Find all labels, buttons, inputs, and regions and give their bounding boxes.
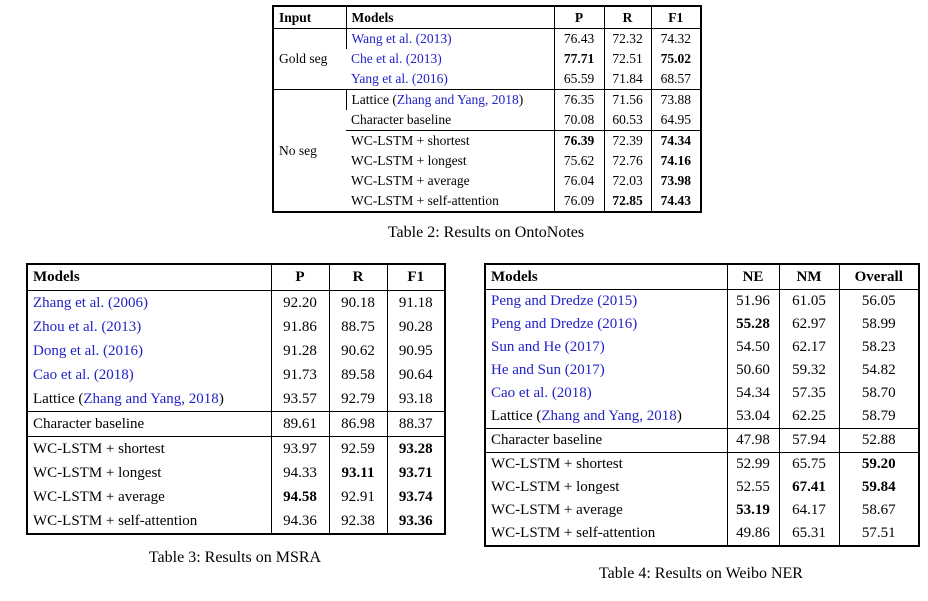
value-cell: 93.18 (387, 387, 445, 412)
value-cell: 90.18 (329, 291, 387, 316)
value-cell: 90.95 (387, 339, 445, 363)
value-cell: 60.53 (604, 110, 651, 131)
column-header-ne: NE (727, 264, 779, 290)
value-cell: 55.28 (727, 313, 779, 336)
value-cell: 74.32 (651, 29, 701, 50)
model-cell (346, 171, 554, 191)
model-cell (485, 453, 727, 477)
value-cell: 72.51 (604, 49, 651, 69)
value-cell: 76.09 (554, 191, 604, 212)
column-header-r: R (604, 6, 651, 29)
model-cell (485, 359, 727, 382)
model-text: WC-LSTM + longest (33, 464, 162, 481)
table-row (27, 461, 445, 485)
model-cell (485, 405, 727, 429)
model-text: WC-LSTM + shortest (33, 440, 165, 457)
table-row (27, 315, 445, 339)
model-text: Character baseline (351, 112, 452, 127)
table-row (27, 509, 445, 534)
model-text: ) (676, 408, 682, 424)
model-cell (346, 151, 554, 171)
model-cell (27, 437, 271, 462)
model-text: WC-LSTM + average (33, 488, 165, 505)
value-cell: 92.91 (329, 485, 387, 509)
table-row (485, 522, 919, 546)
value-cell: 74.43 (651, 191, 701, 212)
value-cell: 54.34 (727, 382, 779, 405)
column-header-f1: F1 (387, 264, 445, 291)
value-cell: 76.43 (554, 29, 604, 50)
table-row (485, 405, 919, 429)
column-header-p: P (554, 6, 604, 29)
model-text: WC-LSTM + shortest (351, 133, 470, 148)
value-cell: 62.97 (779, 313, 839, 336)
table-row (273, 90, 701, 111)
value-cell: 91.73 (271, 363, 329, 387)
model-cell (27, 387, 271, 412)
value-cell: 93.97 (271, 437, 329, 462)
table-msra-wrapper (26, 263, 446, 535)
table2-caption: Table 2: Results on OntoNotes (387, 224, 585, 241)
value-cell: 92.38 (329, 509, 387, 534)
column-header-p: P (271, 264, 329, 291)
value-cell: 72.39 (604, 131, 651, 152)
table-header-row (273, 6, 701, 29)
value-cell: 89.58 (329, 363, 387, 387)
model-text: WC-LSTM + longest (351, 153, 467, 168)
value-cell: 90.28 (387, 315, 445, 339)
model-text: WC-LSTM + self-attention (33, 512, 198, 529)
column-header-models: Models (27, 264, 271, 291)
value-cell: 93.11 (329, 461, 387, 485)
table-weibo (484, 263, 920, 547)
value-cell: 53.19 (727, 499, 779, 522)
table-row (485, 290, 919, 314)
value-cell: 54.82 (839, 359, 919, 382)
value-cell: 71.56 (604, 90, 651, 111)
value-cell: 92.59 (329, 437, 387, 462)
model-cell (485, 476, 727, 499)
value-cell: 53.04 (727, 405, 779, 429)
value-cell: 58.23 (839, 336, 919, 359)
table-ontonotes (272, 5, 702, 213)
model-text: WC-LSTM + self-attention (491, 525, 656, 541)
model-cell (346, 131, 554, 152)
value-cell: 90.64 (387, 363, 445, 387)
value-cell: 51.96 (727, 290, 779, 314)
value-cell: 56.05 (839, 290, 919, 314)
table-msra (26, 263, 446, 535)
table-row (27, 339, 445, 363)
value-cell: 58.79 (839, 405, 919, 429)
value-cell: 50.60 (727, 359, 779, 382)
value-cell: 62.17 (779, 336, 839, 359)
table-row (485, 359, 919, 382)
citation-link[interactable]: Zhang and Yang, 2018 (541, 408, 677, 424)
citation-link[interactable]: Che et al. (2013) (351, 51, 442, 66)
value-cell: 91.28 (271, 339, 329, 363)
value-cell: 88.37 (387, 412, 445, 437)
model-cell (27, 291, 271, 316)
model-cell (346, 49, 554, 69)
value-cell: 52.99 (727, 453, 779, 477)
value-cell: 76.35 (554, 90, 604, 111)
value-cell: 94.36 (271, 509, 329, 534)
value-cell: 90.62 (329, 339, 387, 363)
input-group-cell: No seg (273, 90, 346, 213)
table-row (485, 476, 919, 499)
value-cell: 72.03 (604, 171, 651, 191)
table-row (27, 387, 445, 412)
table-row (273, 29, 701, 50)
model-cell (485, 290, 727, 314)
value-cell: 76.39 (554, 131, 604, 152)
value-cell: 91.86 (271, 315, 329, 339)
value-cell: 58.99 (839, 313, 919, 336)
value-cell: 93.71 (387, 461, 445, 485)
value-cell: 86.98 (329, 412, 387, 437)
value-cell: 61.05 (779, 290, 839, 314)
value-cell: 75.02 (651, 49, 701, 69)
model-cell (27, 509, 271, 534)
model-text: Character baseline (33, 415, 145, 432)
model-cell (485, 336, 727, 359)
table-ontonotes-wrapper (272, 5, 702, 213)
citation-link[interactable]: Peng and Dredze (2015) (491, 293, 638, 309)
column-header-input: Input (273, 6, 346, 29)
column-header-models: Models (346, 6, 554, 29)
model-text: WC-LSTM + longest (491, 479, 620, 495)
model-cell (485, 499, 727, 522)
citation-link[interactable]: Zhang and Yang, 2018 (83, 390, 219, 407)
model-text: Lattice ( (33, 390, 84, 407)
value-cell: 59.84 (839, 476, 919, 499)
model-cell (485, 313, 727, 336)
column-header-overall: Overall (839, 264, 919, 290)
value-cell: 92.79 (329, 387, 387, 412)
value-cell: 52.55 (727, 476, 779, 499)
value-cell: 72.32 (604, 29, 651, 50)
column-header-models: Models (485, 264, 727, 290)
value-cell: 52.88 (839, 429, 919, 453)
value-cell: 94.58 (271, 485, 329, 509)
value-cell: 71.84 (604, 69, 651, 90)
value-cell: 70.08 (554, 110, 604, 131)
citation-link[interactable]: Wang et al. (2013) (351, 31, 452, 46)
value-cell: 76.04 (554, 171, 604, 191)
model-cell (346, 90, 554, 111)
citation-link[interactable]: Sun and He (2017) (491, 339, 605, 355)
table-row (485, 499, 919, 522)
model-cell (27, 363, 271, 387)
table-row (485, 429, 919, 453)
value-cell: 93.74 (387, 485, 445, 509)
table-row (27, 291, 445, 316)
table-row (485, 453, 919, 477)
value-cell: 93.36 (387, 509, 445, 534)
value-cell: 91.18 (387, 291, 445, 316)
model-cell (485, 429, 727, 453)
value-cell: 65.59 (554, 69, 604, 90)
citation-link[interactable]: Yang et al. (2016) (351, 71, 448, 86)
table3-caption: Table 3: Results on MSRA (148, 549, 322, 566)
value-cell: 65.31 (779, 522, 839, 546)
value-cell: 57.94 (779, 429, 839, 453)
value-cell: 64.95 (651, 110, 701, 131)
model-cell (346, 29, 554, 50)
table-header-row (485, 264, 919, 290)
value-cell: 57.51 (839, 522, 919, 546)
value-cell: 72.76 (604, 151, 651, 171)
value-cell: 68.57 (651, 69, 701, 90)
model-text: WC-LSTM + self-attention (351, 193, 499, 208)
input-group-cell: Gold seg (279, 51, 328, 66)
table-row (27, 485, 445, 509)
model-cell (485, 522, 727, 546)
value-cell: 47.98 (727, 429, 779, 453)
table-weibo-wrapper (484, 263, 920, 547)
table-row (485, 313, 919, 336)
value-cell: 59.32 (779, 359, 839, 382)
model-cell (485, 382, 727, 405)
citation-link[interactable]: Zhang and Yang, 2018 (396, 92, 519, 107)
value-cell: 59.20 (839, 453, 919, 477)
column-header-f1: F1 (651, 6, 701, 29)
value-cell: 75.62 (554, 151, 604, 171)
value-cell: 62.25 (779, 405, 839, 429)
value-cell: 93.57 (271, 387, 329, 412)
model-text: WC-LSTM + average (351, 173, 470, 188)
table-row (485, 336, 919, 359)
table-row (27, 412, 445, 437)
model-text: WC-LSTM + shortest (491, 456, 623, 472)
value-cell: 94.33 (271, 461, 329, 485)
table-row (485, 382, 919, 405)
citation-link[interactable]: Zhang et al. (2006) (33, 294, 148, 311)
value-cell: 73.98 (651, 171, 701, 191)
value-cell: 93.28 (387, 437, 445, 462)
model-cell (27, 485, 271, 509)
model-text: Lattice ( (351, 92, 397, 107)
model-text: Lattice ( (491, 408, 542, 424)
model-cell (346, 191, 554, 212)
model-cell (346, 69, 554, 90)
citation-link[interactable]: Zhou et al. (2013) (33, 318, 142, 335)
value-cell: 74.16 (651, 151, 701, 171)
value-cell: 88.75 (329, 315, 387, 339)
column-header-r: R (329, 264, 387, 291)
table-row (27, 437, 445, 462)
citation-link[interactable]: Cao et al. (2018) (491, 385, 592, 401)
value-cell: 49.86 (727, 522, 779, 546)
value-cell: 65.75 (779, 453, 839, 477)
value-cell: 74.34 (651, 131, 701, 152)
citation-link[interactable]: Cao et al. (2018) (33, 366, 134, 383)
model-text: Character baseline (491, 432, 603, 448)
value-cell: 77.71 (554, 49, 604, 69)
model-cell (346, 110, 554, 131)
model-cell (27, 315, 271, 339)
value-cell: 73.88 (651, 90, 701, 111)
value-cell: 54.50 (727, 336, 779, 359)
table-row (27, 363, 445, 387)
value-cell: 72.85 (604, 191, 651, 212)
model-cell (27, 412, 271, 437)
value-cell: 58.70 (839, 382, 919, 405)
model-text: WC-LSTM + average (491, 502, 623, 518)
citation-link[interactable]: Dong et al. (2016) (33, 342, 143, 359)
value-cell: 58.67 (839, 499, 919, 522)
column-header-nm: NM (779, 264, 839, 290)
citation-link[interactable]: He and Sun (2017) (491, 362, 605, 378)
model-text: ) (518, 92, 524, 107)
value-cell: 64.17 (779, 499, 839, 522)
model-text: ) (218, 390, 224, 407)
table-header-row (27, 264, 445, 291)
value-cell: 89.61 (271, 412, 329, 437)
table4-caption: Table 4: Results on Weibo NER (599, 565, 803, 582)
value-cell: 57.35 (779, 382, 839, 405)
model-cell (27, 339, 271, 363)
citation-link[interactable]: Peng and Dredze (2016) (491, 316, 638, 332)
value-cell: 92.20 (271, 291, 329, 316)
model-cell (27, 461, 271, 485)
value-cell: 67.41 (779, 476, 839, 499)
